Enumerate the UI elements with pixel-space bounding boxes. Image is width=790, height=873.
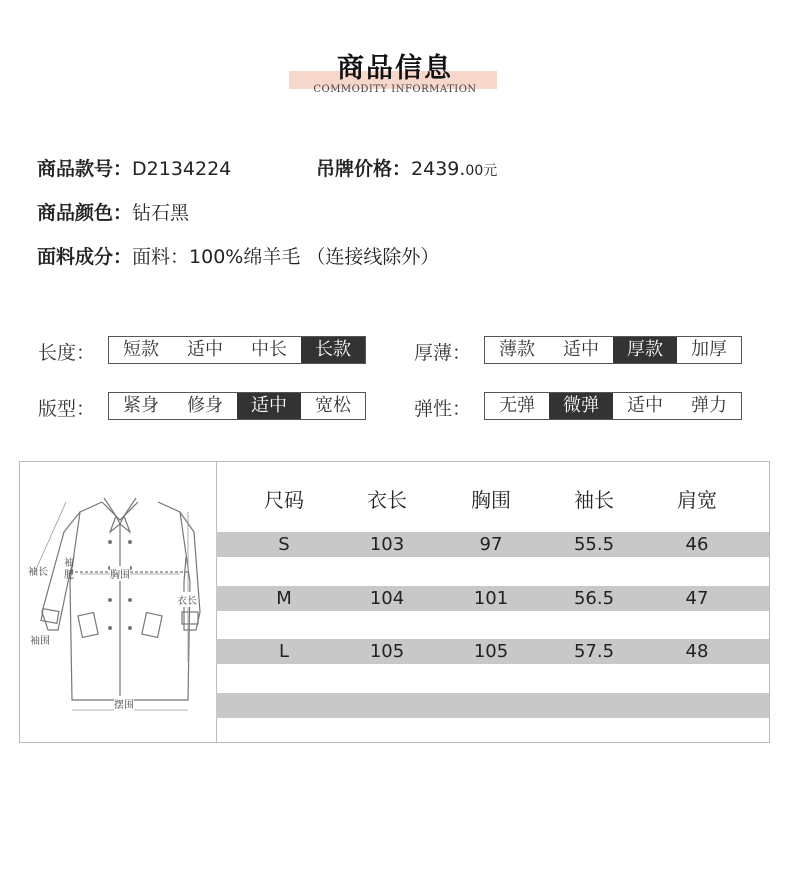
- coat-length-label: 衣长: [177, 592, 197, 607]
- header-shoulder: 肩宽: [677, 488, 717, 512]
- section-title: 商品信息: [337, 53, 453, 84]
- length-label: 长度：: [38, 341, 96, 364]
- cell-sleeve: 55.5: [573, 534, 615, 555]
- fit-label: 版型：: [38, 397, 96, 420]
- length-options: [108, 336, 366, 364]
- cell-chest: 101: [473, 588, 509, 609]
- length-option-medium: 适中: [187, 339, 223, 360]
- header-length: 衣长: [367, 488, 407, 512]
- cell-sleeve: 57.5: [573, 641, 615, 662]
- fit-option-loose: 宽松: [315, 395, 351, 416]
- color-value: 钻石黑: [132, 202, 190, 224]
- fit-option-slim: 修身: [187, 395, 223, 416]
- thickness-attribute: [414, 336, 727, 366]
- size-table-header: [216, 482, 769, 518]
- length-attribute: [38, 336, 351, 366]
- cell-length: 103: [369, 534, 405, 555]
- style-number-label: 商品款号：: [37, 158, 133, 180]
- section-subtitle: COMMODITY INFORMATION: [313, 84, 477, 95]
- length-option-long: 长款: [301, 337, 365, 363]
- header-size: 尺码: [264, 488, 304, 512]
- cell-length: 104: [369, 588, 405, 609]
- header-sleeve: 袖长: [574, 488, 614, 512]
- thickness-label: 厚薄：: [414, 341, 472, 364]
- fit-attribute: [38, 392, 351, 422]
- table-row: [216, 532, 769, 557]
- table-row-empty: [216, 693, 769, 718]
- coat-measurement-diagram: [20, 462, 217, 742]
- header-chest: 胸围: [471, 488, 511, 512]
- length-option-short: 短款: [123, 339, 159, 360]
- elasticity-option-slight: 微弹: [549, 393, 613, 419]
- thickness-option-extra-thick: 加厚: [691, 339, 727, 360]
- elasticity-option-stretch: 弹力: [691, 395, 727, 416]
- tag-price-row: [316, 154, 497, 181]
- fabric-row: [37, 242, 439, 269]
- elasticity-label: 弹性：: [414, 397, 472, 420]
- style-number-row: [37, 154, 231, 181]
- thickness-option-medium: 适中: [563, 339, 599, 360]
- style-number-value: D2134224: [132, 158, 232, 180]
- thickness-option-thick: 厚款: [613, 337, 677, 363]
- cell-size: S: [278, 534, 290, 555]
- cuff-label: 袖围: [30, 636, 50, 647]
- cell-shoulder: 46: [685, 534, 709, 555]
- cell-shoulder: 48: [685, 641, 709, 662]
- size-table: [216, 462, 769, 742]
- fabric-label: 面料成分：: [37, 246, 133, 268]
- section-header: [0, 0, 790, 110]
- sleeve-length-label: 袖长: [28, 567, 48, 578]
- fit-option-tight: 紧身: [123, 395, 159, 416]
- cell-shoulder: 47: [685, 588, 709, 609]
- cell-size: L: [278, 641, 290, 662]
- cell-size: M: [276, 588, 292, 609]
- color-row: [37, 198, 189, 225]
- size-chart: [19, 461, 770, 743]
- chest-label: 胸围: [110, 566, 130, 581]
- fit-options: [108, 392, 366, 420]
- sleeve-width-label: 袖肥: [64, 558, 74, 581]
- tag-price-value: 2439.: [411, 158, 466, 180]
- tag-price-cents: 00元: [465, 163, 498, 179]
- elasticity-options: [484, 392, 742, 420]
- fabric-value: 面料：100%绵羊毛 （连接线除外）: [132, 246, 440, 268]
- length-option-mid-long: 中长: [251, 339, 287, 360]
- table-row: [216, 639, 769, 664]
- thickness-option-thin: 薄款: [499, 339, 535, 360]
- hem-label: 摆围: [114, 696, 134, 711]
- elasticity-attribute: [414, 392, 727, 422]
- color-label: 商品颜色：: [37, 202, 133, 224]
- cell-sleeve: 56.5: [573, 588, 615, 609]
- elasticity-option-medium: 适中: [627, 395, 663, 416]
- cell-chest: 105: [473, 641, 509, 662]
- cell-length: 105: [369, 641, 405, 662]
- tag-price-label: 吊牌价格：: [316, 158, 412, 180]
- elasticity-option-none: 无弹: [499, 395, 535, 416]
- cell-chest: 97: [479, 534, 503, 555]
- thickness-options: [484, 336, 742, 364]
- fit-option-regular: 适中: [237, 393, 301, 419]
- table-row: [216, 586, 769, 611]
